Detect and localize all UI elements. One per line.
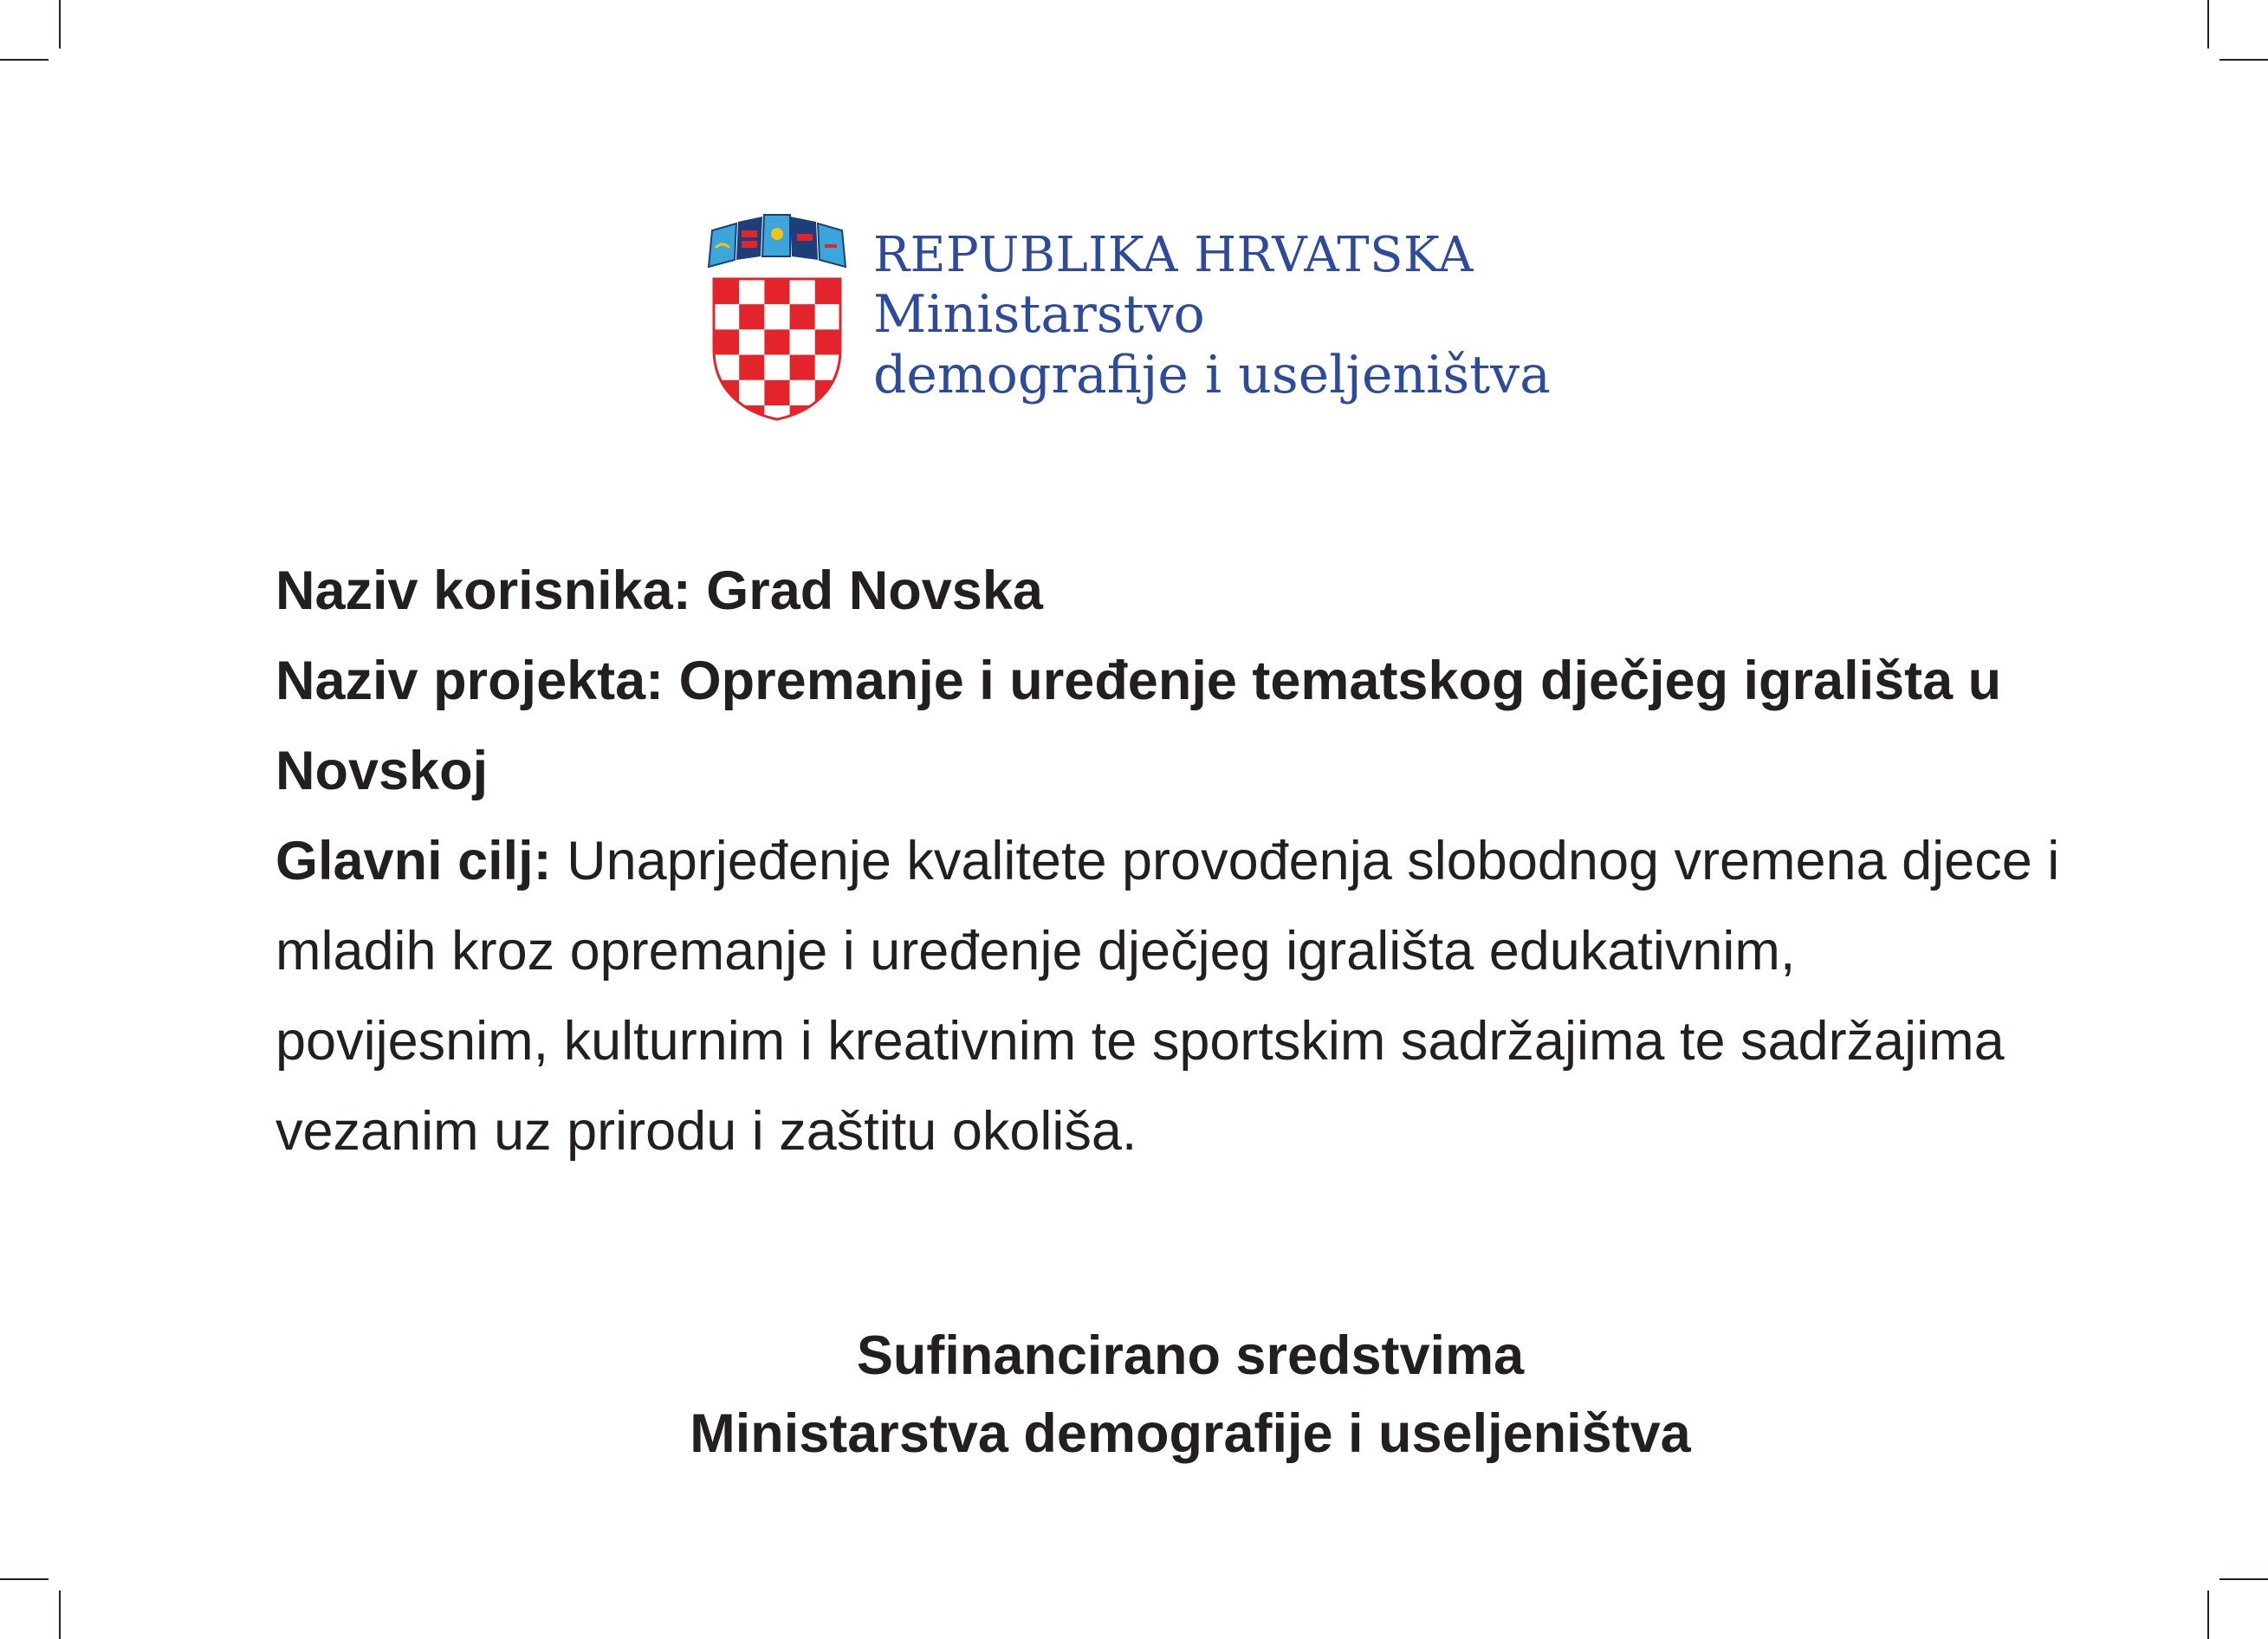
cofinancing-line-1: Sufinancirano sredstvima [856,1325,1525,1386]
crop-mark [2219,1578,2268,1580]
checker-square [764,380,789,405]
project-label: Naziv projekta: [275,651,664,711]
checker-square [815,279,840,304]
checker-square [764,279,789,304]
checker-square [739,355,764,380]
croatian-coat-of-arms-icon [703,211,851,424]
checker-square [815,380,840,405]
project-details [275,546,2077,1176]
ministry-header [703,211,1551,424]
checker-square [815,405,840,424]
checker-square [739,279,764,304]
checker-square [790,279,815,304]
goal-label: Glavni cilj: [275,831,552,891]
goal-line [275,816,2077,1176]
beneficiary-label: Naziv korisnika: [275,560,691,621]
republic-name: REPUBLIKA HRVATSKA [873,227,1474,283]
checker-square [790,304,815,329]
beneficiary-value: Grad Novska [706,560,1043,621]
checker-square [764,304,789,329]
checker-square [764,355,789,380]
checker-square [815,329,840,354]
crown-icon [709,215,846,267]
goal-value: Unaprjeđenje kvalitete provođenja slobodnog vremena djece i mladih kroz opremanje i uređenje dječjeg igrališta edukativnim, povijesnim, kulturnim i kreativnim te sportskim sadržajima te sadržajima vezanim uz prirodu i zaštitu okoliša. [275,831,2060,1162]
checker-square [714,304,739,329]
checker-square [714,329,739,354]
crop-mark [2207,1590,2209,1639]
cofinancing-notice [0,1317,2268,1473]
checker-square [739,329,764,354]
ministry-title [873,227,1551,405]
crop-mark [59,0,61,49]
ministry-name-line-2: demografije i useljeništva [873,345,1551,405]
checker-square [739,304,764,329]
project-value: Opremanje i uređenje tematskog dječjeg igrališta u Novskoj [275,651,2002,801]
checker-square [739,380,764,405]
beneficiary-line [275,546,2077,636]
checker-square [790,355,815,380]
project-line [275,636,2077,816]
cofinancing-line-2: Ministarstva demografije i useljeništva [690,1403,1691,1464]
crop-mark [0,59,49,61]
checker-square [764,329,789,354]
checker-square [714,405,739,424]
crop-mark [2219,59,2268,61]
ministry-name-line-1: Ministarstvo [873,284,1205,345]
crop-mark [59,1590,61,1639]
checker-square [764,405,789,424]
checker-square [790,380,815,405]
checker-square [714,279,739,304]
crop-mark [2207,0,2209,49]
checker-square [790,329,815,354]
crop-mark [0,1578,49,1580]
checker-square [714,380,739,405]
checker-square [815,304,840,329]
